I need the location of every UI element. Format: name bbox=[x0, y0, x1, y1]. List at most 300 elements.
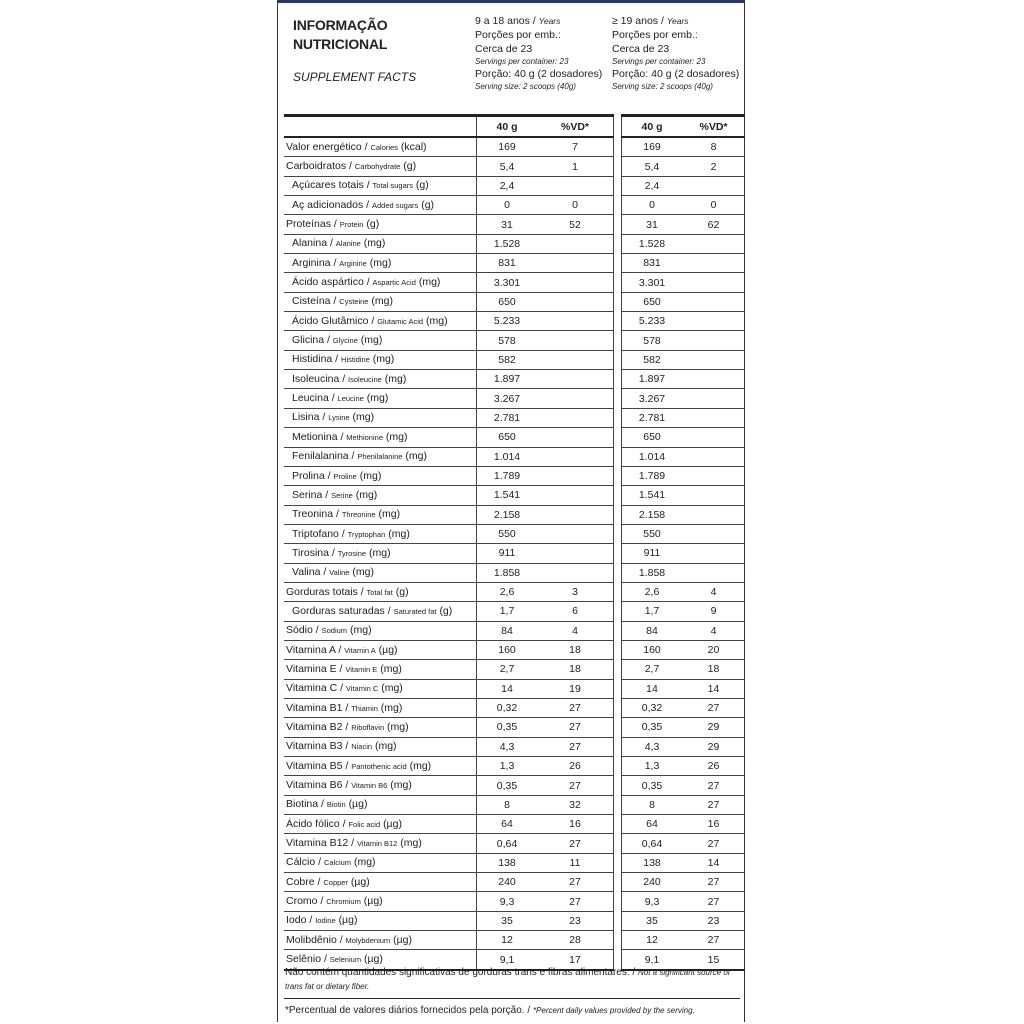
age-range: 9 a 18 anos / bbox=[475, 15, 536, 27]
table-row bbox=[284, 660, 745, 679]
nutrient-name bbox=[284, 776, 477, 795]
nutrient-name bbox=[284, 718, 477, 737]
amount-19-plus: 3.267 bbox=[622, 389, 683, 408]
dv-19-plus bbox=[682, 176, 745, 195]
amount-9-18: 12 bbox=[477, 931, 538, 950]
dv-19-plus: 27 bbox=[682, 776, 745, 795]
nutrient-name-pt: Vitamina C / bbox=[286, 682, 343, 695]
amount-19-plus: 0,35 bbox=[622, 718, 683, 737]
nutrient-unit: (mg) bbox=[426, 314, 448, 327]
table-row bbox=[284, 273, 745, 292]
table-row bbox=[284, 776, 745, 795]
table-row bbox=[284, 350, 745, 369]
dv-19-plus: 4 bbox=[682, 621, 745, 640]
dv-19-plus bbox=[682, 428, 745, 447]
nutrient-name-pt: Vitamina B5 / bbox=[286, 759, 349, 772]
nutrient-name-pt: Biotina / bbox=[286, 798, 324, 811]
servings-en: Servings per container: 23 bbox=[612, 57, 706, 66]
nutrient-name bbox=[284, 640, 477, 659]
amount-9-18: 582 bbox=[477, 350, 538, 369]
nutrient-unit: (mg) bbox=[359, 469, 382, 482]
column-gap bbox=[614, 292, 622, 311]
dv-9-18: 28 bbox=[537, 931, 614, 950]
amount-9-18: 240 bbox=[477, 873, 538, 892]
column-gap bbox=[614, 621, 622, 640]
table-row bbox=[284, 466, 745, 485]
nutrient-name bbox=[284, 408, 477, 427]
nutrient-name-pt: Vitamina B1 / bbox=[286, 701, 349, 714]
amount-19-plus: 0,32 bbox=[622, 698, 683, 717]
amount-19-plus: 14 bbox=[622, 679, 683, 698]
table-row bbox=[284, 196, 745, 215]
dv-9-18 bbox=[537, 447, 614, 466]
column-gap bbox=[614, 196, 622, 215]
nutrient-name bbox=[284, 234, 477, 253]
column-gap bbox=[614, 853, 622, 872]
amount-19-plus: 2,7 bbox=[622, 660, 683, 679]
footnote-pt: Não contém quantidades significativas de gorduras trans e fibras alimentares. / bbox=[285, 967, 636, 978]
nutrient-name-pt: Isoleucina / bbox=[292, 372, 346, 385]
nutrient-name bbox=[284, 931, 477, 950]
amount-9-18: 1,3 bbox=[477, 757, 538, 776]
dv-9-18: 52 bbox=[537, 215, 614, 234]
dv-9-18 bbox=[537, 389, 614, 408]
column-gap bbox=[614, 563, 622, 582]
amount-9-18: 5,4 bbox=[477, 157, 538, 176]
nutrient-unit: (mg) bbox=[374, 740, 397, 753]
nutrient-name-en: Tyrosine bbox=[337, 548, 367, 558]
dv-19-plus bbox=[682, 273, 745, 292]
amount-9-18: 3.301 bbox=[477, 273, 538, 292]
table-row bbox=[284, 853, 745, 872]
nutrient-name-en: Vitamin B6 bbox=[351, 781, 388, 791]
servings-value: Cerca de 23 bbox=[612, 43, 670, 55]
nutrient-name-en: Phenilalanine bbox=[357, 452, 403, 462]
age-range-en: Years bbox=[538, 16, 561, 26]
nutrient-name-en: Total fat bbox=[366, 587, 393, 597]
nutrient-unit: (µg) bbox=[383, 817, 402, 830]
nutrient-unit: (mg) bbox=[349, 624, 372, 637]
amount-19-plus: 35 bbox=[622, 911, 683, 930]
dv-19-plus bbox=[682, 563, 745, 582]
amount-header: 40 g bbox=[622, 116, 683, 138]
amount-header: 40 g bbox=[477, 116, 538, 138]
nutrient-name bbox=[284, 524, 477, 543]
table-row bbox=[284, 292, 745, 311]
amount-9-18: 160 bbox=[477, 640, 538, 659]
nutrient-name bbox=[284, 273, 477, 292]
dv-9-18: 27 bbox=[537, 873, 614, 892]
amount-9-18: 1.897 bbox=[477, 370, 538, 389]
table-row bbox=[284, 486, 745, 505]
nutrient-name bbox=[284, 698, 477, 717]
nutrient-unit: (mg) bbox=[384, 372, 407, 385]
nutrient-name-en: Selenium bbox=[329, 955, 362, 965]
dv-19-plus: 29 bbox=[682, 718, 745, 737]
nutrient-unit: (mg) bbox=[380, 701, 403, 714]
amount-19-plus: 831 bbox=[622, 254, 683, 273]
amount-9-18: 650 bbox=[477, 292, 538, 311]
dv-9-18: 18 bbox=[537, 660, 614, 679]
amount-9-18: 1.528 bbox=[477, 234, 538, 253]
table-row bbox=[284, 582, 745, 601]
nutrient-unit: (g) bbox=[395, 585, 409, 598]
dv-19-plus bbox=[682, 505, 745, 524]
nutrient-name-pt: Vitamina B2 / bbox=[286, 720, 349, 733]
nutrient-name-pt: Triptofano / bbox=[292, 527, 345, 540]
column-gap bbox=[614, 176, 622, 195]
table-row bbox=[284, 428, 745, 447]
nutrient-name-pt: Sódio / bbox=[286, 624, 319, 637]
nutrient-unit: (µg) bbox=[364, 953, 383, 966]
dv-19-plus: 27 bbox=[682, 834, 745, 853]
dv-19-plus: 4 bbox=[682, 582, 745, 601]
nutrient-name-pt: Glicina / bbox=[292, 334, 330, 347]
nutrient-name bbox=[284, 757, 477, 776]
column-gap bbox=[614, 389, 622, 408]
nutrient-unit: (mg) bbox=[390, 779, 412, 792]
table-header-row bbox=[284, 116, 745, 138]
nutrient-name-en: Aspartic Acid bbox=[372, 278, 416, 288]
table-row bbox=[284, 312, 745, 331]
dv-19-plus bbox=[682, 389, 745, 408]
table-row bbox=[284, 524, 745, 543]
amount-19-plus: 84 bbox=[622, 621, 683, 640]
nutrient-name-en: Niacin bbox=[351, 742, 373, 752]
column-gap bbox=[614, 544, 622, 563]
amount-19-plus: 1.528 bbox=[622, 234, 683, 253]
nutrient-name bbox=[284, 428, 477, 447]
nutrient-name-en: Vitamin C bbox=[345, 684, 379, 694]
column-gap bbox=[614, 718, 622, 737]
table-row bbox=[284, 254, 745, 273]
portion: Porção: 40 g (2 dosadores) bbox=[475, 68, 603, 80]
nutrition-table bbox=[284, 114, 745, 971]
dv-9-18 bbox=[537, 466, 614, 485]
column-header-19-plus bbox=[612, 14, 747, 92]
nutrient-name-en: Pantothenic acid bbox=[351, 761, 407, 771]
dv-9-18: 6 bbox=[537, 602, 614, 621]
dv-9-18: 1 bbox=[537, 157, 614, 176]
dv-9-18 bbox=[537, 331, 614, 350]
nutrient-name-pt: Proteínas / bbox=[286, 218, 337, 231]
column-gap bbox=[614, 911, 622, 930]
dv-9-18 bbox=[537, 408, 614, 427]
amount-19-plus: 0,35 bbox=[622, 776, 683, 795]
amount-9-18: 5.233 bbox=[477, 312, 538, 331]
table-row bbox=[284, 795, 745, 814]
nutrient-unit: (mg) bbox=[405, 450, 427, 463]
column-gap bbox=[614, 331, 622, 350]
dv-19-plus: 27 bbox=[682, 873, 745, 892]
nutrient-unit: (mg) bbox=[400, 837, 422, 850]
amount-19-plus: 650 bbox=[622, 428, 683, 447]
nutrient-name-en: Carbohydrate bbox=[354, 162, 401, 172]
column-gap bbox=[614, 254, 622, 273]
column-gap bbox=[614, 660, 622, 679]
amount-9-18: 0 bbox=[477, 196, 538, 215]
nutrient-name bbox=[284, 892, 477, 911]
nutrient-name-pt: Gorduras totais / bbox=[286, 585, 364, 598]
dv-19-plus bbox=[682, 447, 745, 466]
nutrient-name-pt: Valor energético / bbox=[286, 140, 368, 153]
nutrient-unit: (µg) bbox=[350, 875, 370, 888]
nutrient-name bbox=[284, 795, 477, 814]
nutrient-unit: (mg) bbox=[371, 295, 393, 308]
amount-9-18: 550 bbox=[477, 524, 538, 543]
nutrient-name bbox=[284, 176, 477, 195]
dv-9-18: 27 bbox=[537, 698, 614, 717]
amount-19-plus: 138 bbox=[622, 853, 683, 872]
amount-9-18: 1.858 bbox=[477, 563, 538, 582]
nutrient-unit: (mg) bbox=[366, 392, 389, 405]
nutrient-name bbox=[284, 157, 477, 176]
title-line-1: INFORMAÇÃO bbox=[293, 17, 388, 33]
table-row bbox=[284, 911, 745, 930]
nutrient-name-en: Lysine bbox=[328, 413, 350, 423]
nutrient-name bbox=[284, 602, 477, 621]
dv-9-18: 4 bbox=[537, 621, 614, 640]
amount-9-18: 650 bbox=[477, 428, 538, 447]
nutrient-name-en: Chromium bbox=[326, 897, 361, 907]
dv-9-18: 0 bbox=[537, 196, 614, 215]
nutrient-name-en: Proline bbox=[333, 471, 357, 481]
nutrient-name bbox=[284, 679, 477, 698]
nutrient-unit: (mg) bbox=[378, 508, 401, 521]
dv-19-plus: 20 bbox=[682, 640, 745, 659]
amount-9-18: 3.267 bbox=[477, 389, 538, 408]
nutrient-name-en: Added sugars bbox=[371, 200, 419, 210]
table-row bbox=[284, 447, 745, 466]
nutrient-name-en: Histidine bbox=[341, 355, 370, 365]
nutrient-unit: (g) bbox=[366, 218, 380, 231]
dv-9-18 bbox=[537, 234, 614, 253]
amount-19-plus: 582 bbox=[622, 350, 683, 369]
dv-9-18 bbox=[537, 176, 614, 195]
nutrient-unit: (mg) bbox=[353, 856, 376, 869]
nutrient-name-en: Sodium bbox=[321, 626, 348, 636]
nutrient-name bbox=[284, 873, 477, 892]
nutrient-unit: (mg) bbox=[381, 682, 403, 695]
dv-19-plus bbox=[682, 544, 745, 563]
nutrient-name-en: Vitamin E bbox=[345, 664, 378, 674]
dv-19-plus bbox=[682, 466, 745, 485]
nutrient-name-pt: Açúcares totais / bbox=[292, 179, 370, 192]
nutrient-name-pt: Valina / bbox=[292, 566, 327, 579]
nutrient-unit: (mg) bbox=[352, 411, 375, 424]
nutrient-name bbox=[284, 215, 477, 234]
amount-9-18: 1.789 bbox=[477, 466, 538, 485]
table-row bbox=[284, 389, 745, 408]
dv-19-plus bbox=[682, 331, 745, 350]
nutrient-unit: (mg) bbox=[355, 488, 378, 501]
column-gap bbox=[614, 602, 622, 621]
amount-19-plus: 578 bbox=[622, 331, 683, 350]
table-row bbox=[284, 137, 745, 157]
nutrient-name-pt: Lisina / bbox=[292, 411, 326, 424]
dv-9-18: 27 bbox=[537, 776, 614, 795]
column-gap bbox=[614, 447, 622, 466]
top-border-bar bbox=[278, 0, 744, 3]
dv-19-plus: 27 bbox=[682, 698, 745, 717]
amount-9-18: 1.014 bbox=[477, 447, 538, 466]
column-gap bbox=[614, 679, 622, 698]
dv-19-plus: 27 bbox=[682, 931, 745, 950]
nutrient-unit: (mg) bbox=[385, 430, 408, 443]
age-range-en: Years bbox=[666, 16, 689, 26]
column-gap bbox=[614, 273, 622, 292]
column-gap bbox=[614, 737, 622, 756]
table-row bbox=[284, 815, 745, 834]
amount-19-plus: 2.781 bbox=[622, 408, 683, 427]
nutrient-name bbox=[284, 312, 477, 331]
amount-19-plus: 0,64 bbox=[622, 834, 683, 853]
nutrient-unit: (g) bbox=[415, 179, 429, 192]
dv-9-18: 26 bbox=[537, 757, 614, 776]
dv-19-plus: 2 bbox=[682, 157, 745, 176]
nutrient-name-en: Biotin bbox=[326, 800, 346, 810]
nutrient-name-en: Calcium bbox=[323, 858, 352, 868]
table-row bbox=[284, 157, 745, 176]
nutrient-name bbox=[284, 292, 477, 311]
column-gap bbox=[614, 505, 622, 524]
nutrient-name-pt: Tirosina / bbox=[292, 546, 335, 559]
nutrient-name-en: Serine bbox=[331, 490, 353, 500]
column-gap bbox=[614, 215, 622, 234]
table-row bbox=[284, 505, 745, 524]
amount-19-plus: 64 bbox=[622, 815, 683, 834]
amount-9-18: 0,32 bbox=[477, 698, 538, 717]
servings-en: Servings per container: 23 bbox=[475, 57, 569, 66]
nutrient-unit: (g) bbox=[403, 160, 417, 173]
nutrient-name-pt: Leucina / bbox=[292, 392, 335, 405]
amount-9-18: 0,64 bbox=[477, 834, 538, 853]
nutrient-name-en: Methionine bbox=[346, 432, 383, 442]
nutrient-name bbox=[284, 505, 477, 524]
nutrient-unit: (mg) bbox=[418, 276, 441, 289]
amount-19-plus: 1.014 bbox=[622, 447, 683, 466]
nutrient-unit: (mg) bbox=[388, 527, 410, 540]
amount-19-plus: 650 bbox=[622, 292, 683, 311]
footnote-en: Not a significant source of trans fat or dietary fiber. bbox=[285, 968, 731, 991]
dv-header: %VD* bbox=[537, 116, 614, 138]
nutrient-name bbox=[284, 486, 477, 505]
nutrient-unit: (mg) bbox=[409, 759, 432, 772]
dv-9-18: 7 bbox=[537, 137, 614, 157]
amount-9-18: 169 bbox=[477, 137, 538, 157]
footnote-en: *Percent daily values provided by the serving. bbox=[532, 1006, 695, 1015]
nutrient-name-en: Tryptophan bbox=[347, 529, 386, 539]
dv-19-plus: 16 bbox=[682, 815, 745, 834]
nutrient-name bbox=[284, 737, 477, 756]
dv-9-18: 27 bbox=[537, 718, 614, 737]
column-gap bbox=[614, 698, 622, 717]
dv-9-18 bbox=[537, 312, 614, 331]
dv-9-18 bbox=[537, 544, 614, 563]
amount-9-18: 2,6 bbox=[477, 582, 538, 601]
nutrient-name-en: Glutamic Acid bbox=[377, 316, 424, 326]
nutrient-name-en: Leucine bbox=[337, 394, 364, 404]
dv-9-18: 16 bbox=[537, 815, 614, 834]
dv-19-plus bbox=[682, 486, 745, 505]
nutrient-name-pt: Serina / bbox=[292, 488, 329, 501]
column-gap bbox=[614, 892, 622, 911]
table-row bbox=[284, 679, 745, 698]
dv-9-18: 17 bbox=[537, 950, 614, 970]
dv-19-plus: 23 bbox=[682, 911, 745, 930]
servings-value: Cerca de 23 bbox=[475, 43, 533, 55]
amount-19-plus: 4,3 bbox=[622, 737, 683, 756]
amount-9-18: 9,3 bbox=[477, 892, 538, 911]
nutrient-unit: (mg) bbox=[380, 662, 402, 675]
nutrient-name bbox=[284, 447, 477, 466]
nutrient-name-en: Calories bbox=[370, 142, 398, 152]
dv-9-18 bbox=[537, 428, 614, 447]
dv-19-plus bbox=[682, 350, 745, 369]
dv-9-18 bbox=[537, 524, 614, 543]
nutrient-name-en: Alanine bbox=[335, 239, 361, 249]
dv-9-18 bbox=[537, 273, 614, 292]
nutrient-name-en: Protein bbox=[339, 220, 364, 230]
footnote-pt: *Percentual de valores diários fornecidos pela porção. / bbox=[285, 1005, 531, 1016]
nutrient-unit: (mg) bbox=[360, 334, 383, 347]
dv-19-plus bbox=[682, 234, 745, 253]
amount-19-plus: 2.158 bbox=[622, 505, 683, 524]
column-gap bbox=[614, 524, 622, 543]
dv-19-plus: 27 bbox=[682, 795, 745, 814]
dv-9-18 bbox=[537, 486, 614, 505]
table-row bbox=[284, 234, 745, 253]
nutrient-name-pt: Metionina / bbox=[292, 430, 344, 443]
nutrient-unit: (mg) bbox=[369, 256, 392, 269]
dv-19-plus bbox=[682, 292, 745, 311]
column-gap bbox=[614, 137, 622, 157]
amount-9-18: 8 bbox=[477, 795, 538, 814]
column-gap bbox=[614, 834, 622, 853]
nutrient-name bbox=[284, 563, 477, 582]
nutrient-name-pt: Carboidratos / bbox=[286, 160, 352, 173]
portion-en: Serving size: 2 scoops (40g) bbox=[475, 82, 576, 91]
nutrient-unit: (mg) bbox=[387, 720, 409, 733]
column-gap bbox=[614, 776, 622, 795]
nutrient-name-en: Total sugars bbox=[372, 181, 413, 191]
nutrient-name-pt: Ácido Glutâmico / bbox=[292, 314, 375, 327]
column-gap bbox=[614, 408, 622, 427]
table-row bbox=[284, 621, 745, 640]
nutrient-name-pt: Vitamina B6 / bbox=[286, 779, 349, 792]
dv-19-plus: 0 bbox=[682, 196, 745, 215]
amount-19-plus: 31 bbox=[622, 215, 683, 234]
amount-19-plus: 1,3 bbox=[622, 757, 683, 776]
nutrient-name bbox=[284, 544, 477, 563]
table-row bbox=[284, 640, 745, 659]
servings-label: Porções por emb.: bbox=[612, 29, 698, 41]
amount-19-plus: 5,4 bbox=[622, 157, 683, 176]
nutrient-name-pt: Ácido aspártico / bbox=[292, 276, 370, 289]
column-gap bbox=[614, 350, 622, 369]
nutrient-name-pt: Vitamina B12 / bbox=[286, 837, 355, 850]
nutrient-name-en: Vitamin A bbox=[344, 645, 376, 655]
nutrient-name bbox=[284, 834, 477, 853]
dv-19-plus bbox=[682, 254, 745, 273]
amount-19-plus: 9,1 bbox=[622, 950, 683, 970]
nutrient-name-en: Riboflavin bbox=[351, 722, 385, 732]
column-gap bbox=[614, 582, 622, 601]
nutrient-name-pt: Vitamina B3 / bbox=[286, 740, 349, 753]
amount-19-plus: 160 bbox=[622, 640, 683, 659]
nutrient-unit: (kcal) bbox=[400, 140, 427, 153]
amount-9-18: 1.541 bbox=[477, 486, 538, 505]
